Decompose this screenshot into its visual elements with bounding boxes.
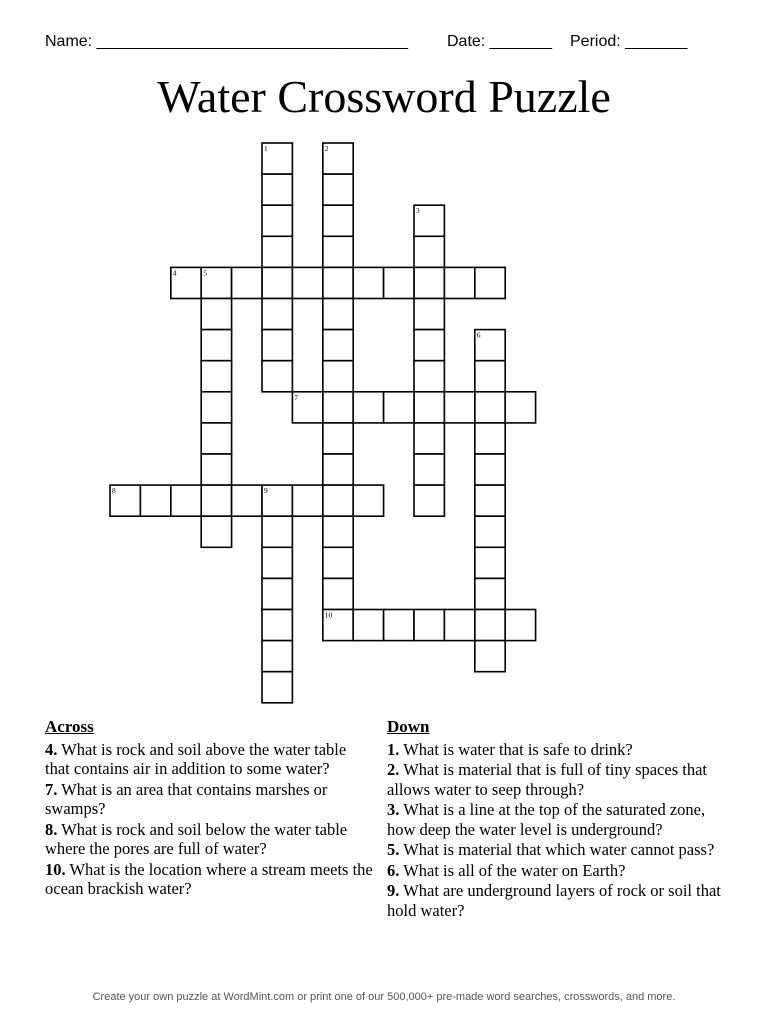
grid-cell[interactable] — [505, 610, 535, 641]
grid-cell[interactable] — [475, 267, 505, 298]
grid-cell[interactable] — [414, 454, 444, 485]
clue-number: 8. — [45, 819, 58, 839]
grid-cell[interactable] — [353, 267, 383, 298]
grid-cell[interactable] — [201, 485, 231, 516]
grid-cell[interactable] — [201, 361, 231, 392]
grid-cell[interactable] — [414, 485, 444, 516]
grid-cell[interactable] — [384, 392, 414, 423]
page-title: Water Crossword Puzzle — [157, 71, 611, 122]
grid-cell[interactable] — [414, 610, 444, 641]
grid-cell[interactable] — [262, 205, 292, 236]
grid-cell[interactable] — [475, 361, 505, 392]
across-clue — [45, 860, 375, 899]
grid-cell[interactable] — [353, 392, 383, 423]
grid-cell[interactable] — [262, 547, 292, 578]
cell-number: 1 — [264, 144, 268, 153]
name-field[interactable]: Name: ___________________________________ — [45, 33, 409, 50]
grid-cell[interactable] — [414, 423, 444, 454]
across-clue — [45, 740, 375, 779]
cell-number: 2 — [324, 144, 329, 153]
down-clue — [387, 760, 727, 799]
grid-cell[interactable] — [323, 267, 353, 298]
grid-cell[interactable] — [262, 610, 292, 641]
grid-cell[interactable] — [201, 454, 231, 485]
clue-text: What is material that which water cannot pass? — [399, 840, 715, 859]
grid-cell[interactable] — [444, 610, 474, 641]
grid-cell[interactable] — [262, 299, 292, 330]
grid-cell[interactable] — [262, 641, 292, 672]
grid-cell[interactable] — [414, 267, 444, 298]
clue-text: What is material that is full of tiny spaces that allows water to seep through? — [387, 760, 707, 799]
grid-cell[interactable] — [475, 423, 505, 454]
grid-cell[interactable] — [475, 454, 505, 485]
clue-text: What is rock and soil below the water table where the pores are full of water? — [45, 819, 348, 858]
grid-cell[interactable] — [505, 392, 535, 423]
footer-text: Create your own puzzle at WordMint.com or print one of our 500,000+ pre-made word searches, crosswords, and more. — [92, 991, 676, 1003]
down-clue — [387, 861, 727, 881]
grid-cell[interactable] — [475, 485, 505, 516]
grid-cell[interactable] — [414, 299, 444, 330]
clue-text: What is the location where a stream meets the ocean brackish water? — [45, 859, 373, 898]
grid-cell[interactable] — [414, 236, 444, 267]
cell-number: 9 — [264, 486, 268, 496]
clue-text: What is a line at the top of the saturated zone, how deep the water level is underground? — [387, 800, 706, 839]
grid-cell[interactable] — [475, 610, 505, 641]
date-field[interactable]: Date: _______ — [447, 33, 552, 50]
grid-cell[interactable] — [201, 299, 231, 330]
grid-cell[interactable] — [323, 454, 353, 485]
cell-number: 4 — [172, 268, 177, 278]
grid-cell[interactable] — [262, 236, 292, 267]
grid-cell[interactable] — [323, 361, 353, 392]
grid-cell[interactable] — [475, 392, 505, 423]
grid-cell[interactable] — [232, 485, 262, 516]
grid-cell[interactable] — [232, 267, 262, 298]
grid-cell[interactable] — [323, 330, 353, 361]
grid-cell[interactable] — [140, 485, 170, 516]
cell-number: 8 — [112, 486, 116, 496]
grid-cell[interactable] — [353, 485, 383, 516]
clue-text: What is all of the water on Earth? — [399, 860, 626, 880]
down-clue — [387, 740, 727, 760]
cell-number: 5 — [203, 268, 207, 278]
grid-cell[interactable] — [323, 174, 353, 205]
grid-cell[interactable] — [262, 578, 292, 609]
grid-cell[interactable] — [323, 236, 353, 267]
cell-number: 10 — [324, 610, 333, 620]
grid-cell[interactable] — [201, 330, 231, 361]
grid-cell[interactable] — [201, 392, 231, 423]
down-clues — [387, 717, 727, 921]
grid-cell[interactable] — [475, 641, 505, 672]
cell-number: 3 — [416, 206, 420, 216]
grid-cell[interactable] — [323, 485, 353, 516]
grid-cell[interactable] — [262, 672, 292, 703]
grid-cell[interactable] — [414, 361, 444, 392]
clue-number: 4. — [45, 739, 58, 759]
grid-cell[interactable] — [353, 610, 383, 641]
across-clue — [45, 780, 375, 819]
grid-cell[interactable] — [262, 516, 292, 547]
grid-cell[interactable] — [323, 516, 353, 547]
grid-cell[interactable] — [475, 516, 505, 547]
grid-cell[interactable] — [262, 267, 292, 298]
clue-number: 7. — [45, 779, 58, 799]
down-clue — [387, 800, 727, 839]
clue-text: What is an area that contains marshes or swamps? — [45, 779, 328, 818]
grid-cell[interactable] — [475, 547, 505, 578]
clue-number: 6. — [387, 860, 400, 880]
grid-cell[interactable] — [323, 578, 353, 609]
clue-number: 5. — [387, 840, 400, 859]
grid-cell[interactable] — [292, 267, 322, 298]
period-field[interactable]: Period: _______ — [570, 33, 688, 50]
grid-cell[interactable] — [414, 330, 444, 361]
across-clues — [45, 717, 375, 900]
grid-cell[interactable] — [414, 392, 444, 423]
grid-cell[interactable] — [444, 267, 474, 298]
grid-cell[interactable] — [323, 205, 353, 236]
grid-cell[interactable] — [444, 392, 474, 423]
grid-cell[interactable] — [171, 485, 201, 516]
down-heading: Down — [387, 717, 430, 736]
clue-number: 10. — [45, 859, 66, 879]
grid-cell[interactable] — [201, 423, 231, 454]
clue-number: 9. — [387, 881, 400, 900]
cell-number: 6 — [476, 330, 481, 340]
clue-text: What is rock and soil above the water table that contains air in addition to some water? — [45, 739, 347, 778]
down-clue — [387, 881, 727, 920]
grid-cell[interactable] — [262, 361, 292, 392]
grid-cell[interactable] — [292, 485, 322, 516]
grid-cell[interactable] — [323, 392, 353, 423]
down-clue — [387, 840, 727, 860]
clue-number: 3. — [387, 800, 400, 819]
grid-cell[interactable] — [384, 610, 414, 641]
grid-cell[interactable] — [323, 547, 353, 578]
grid-cell[interactable] — [323, 423, 353, 454]
clue-number: 2. — [387, 760, 400, 779]
across-clue — [45, 820, 375, 859]
across-heading: Across — [45, 717, 94, 736]
grid-cell[interactable] — [201, 516, 231, 547]
grid-cell[interactable] — [323, 299, 353, 330]
cell-number: 7 — [294, 392, 299, 402]
grid-cell[interactable] — [262, 330, 292, 361]
grid-cell[interactable] — [384, 267, 414, 298]
clue-text: What is water that is safe to drink? — [399, 739, 633, 759]
grid-cell[interactable] — [262, 174, 292, 205]
clue-text: What are underground layers of rock or soil that hold water? — [387, 881, 721, 920]
clue-number: 1. — [387, 739, 400, 759]
grid-cell[interactable] — [475, 578, 505, 609]
